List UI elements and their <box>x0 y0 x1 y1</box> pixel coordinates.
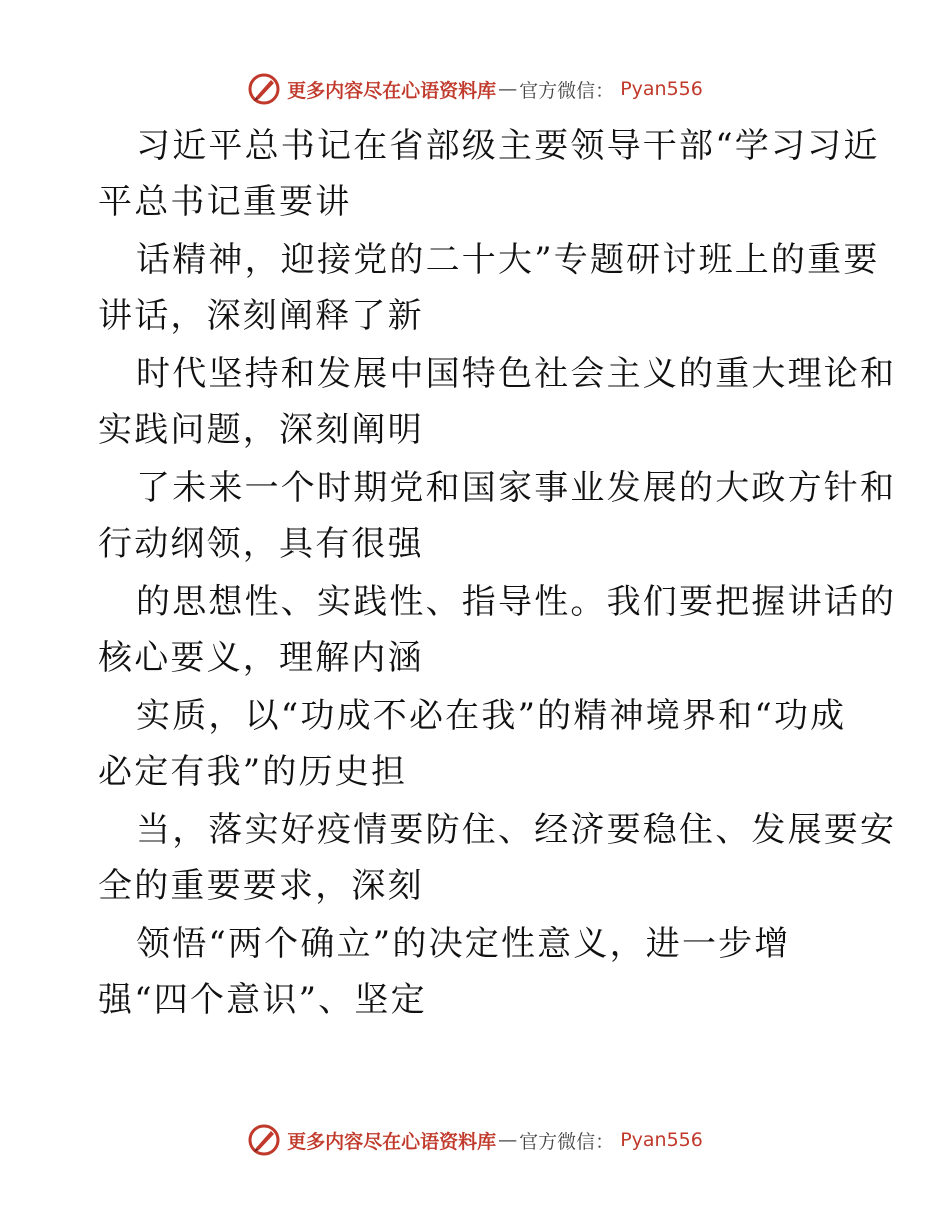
paragraph-line: 必定有我”的历史担 <box>98 752 408 792</box>
pen-logo-icon <box>247 72 281 106</box>
header-banner <box>0 72 950 106</box>
paragraph-line: 行动纲领，具有很强 <box>98 524 424 564</box>
paragraph-line: 领悟“两个确立”的决定性意义，进一步增 <box>136 924 791 964</box>
paragraph-line: 强“四个意识”、坚定 <box>98 980 427 1020</box>
paragraph-line: 习近平总书记在省部级主要领导干部“学习习近 <box>136 126 880 166</box>
paragraph-line: 话精神，迎接党的二十大”专题研讨班上的重要 <box>136 240 880 280</box>
paragraph <box>98 346 897 458</box>
paragraph <box>98 232 880 344</box>
paragraph <box>98 118 880 230</box>
wechat-id: Pyan556 <box>620 78 703 100</box>
site-name: 更多内容尽在心语资料库 <box>287 1130 497 1153</box>
paragraph-line: 讲话，深刻阐释了新 <box>98 296 424 336</box>
paragraph-line: 时代坚持和发展中国特色社会主义的重大理论和 <box>136 354 897 394</box>
paragraph <box>98 916 858 1028</box>
site-name: 更多内容尽在心语资料库 <box>287 79 497 102</box>
paragraph-line: 的思想性、实践性、指导性。我们要把握讲话的 <box>136 582 897 622</box>
banner-dash: — <box>498 1129 518 1151</box>
paragraph <box>98 460 897 572</box>
footer-banner <box>0 1123 950 1157</box>
paragraph <box>98 688 858 800</box>
wechat-label: 官方微信： <box>519 79 615 102</box>
paragraph-line: 当，落实好疫情要防住、经济要稳住、发展要安 <box>136 810 897 850</box>
paragraph <box>98 802 897 914</box>
paragraph-line: 全的重要要求，深刻 <box>98 866 424 906</box>
wechat-id: Pyan556 <box>620 1129 703 1151</box>
wechat-label: 官方微信： <box>519 1130 615 1153</box>
paragraph-line: 实质，以“功成不必在我”的精神境界和“功成 <box>136 696 847 736</box>
pen-logo-icon <box>247 1123 281 1157</box>
document-body <box>98 118 897 1028</box>
paragraph-line: 了未来一个时期党和国家事业发展的大政方针和 <box>136 468 897 508</box>
paragraph-line: 实践问题，深刻阐明 <box>98 410 424 450</box>
banner-dash: — <box>498 78 518 100</box>
paragraph-line: 核心要义，理解内涵 <box>98 638 424 678</box>
paragraph-line: 平总书记重要讲 <box>98 182 352 222</box>
paragraph <box>98 574 897 686</box>
